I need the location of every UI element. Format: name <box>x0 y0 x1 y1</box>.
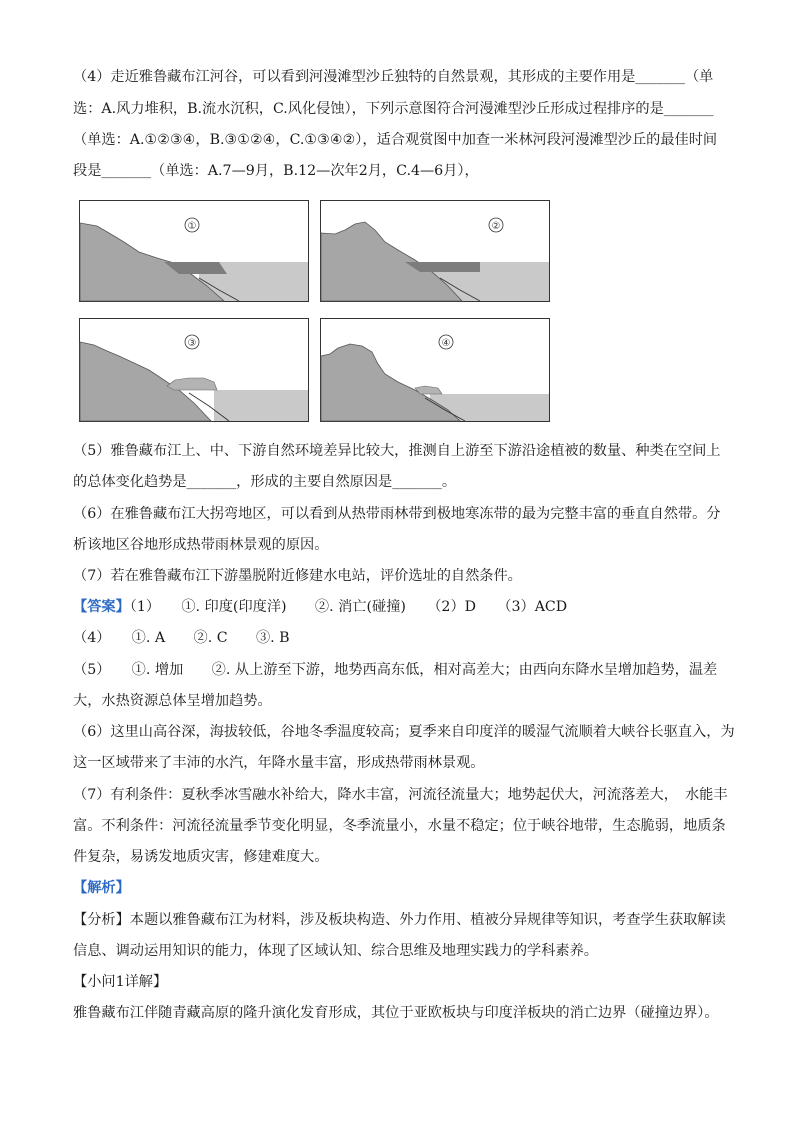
answer-label: 【答案】 <box>73 599 130 615</box>
answer-line-1 <box>73 597 567 617</box>
sub1-text: 雅鲁藏布江伴随青藏高原的隆升演化发育形成，其位于亚欧板块与印度洋板块的消亡边界（碰撞边界）。 <box>73 1005 719 1021</box>
answer-7-line-1: （7）有利条件：夏秋季冰雪融水补给大，降水丰富，河流径流量大；地势起伏大，河流落差大， 水能丰 <box>73 787 728 803</box>
q7-line-1: （7）若在雅鲁藏布江下游墨脱附近修建水电站，评价选址的自然条件。 <box>73 568 522 584</box>
fenxi-label: 【分析】 <box>73 912 130 928</box>
q6-line-2: 析该地区谷地形成热带雨林景观的原因。 <box>73 537 329 553</box>
fenxi-line-1 <box>73 910 726 930</box>
answer-4: （4） ①. A ②. C ③. B <box>73 630 290 646</box>
fenxi-text-1: 本题以雅鲁藏布江为材料，涉及板块构造、外力作用、植被分异规律等知识，考查学生获取解读 <box>129 912 726 928</box>
answer-7-line-2: 富。不利条件：河流径流量季节变化明显，冬季流量小，水量不稳定；位于峡谷地带，生态脆弱，地质条 <box>73 818 726 834</box>
fenxi-line-2: 信息、调动运用知识的能力，体现了区域认知、综合思维及地理实践力的学科素养。 <box>73 943 598 959</box>
q4-line-3: （单选：A.①②③④，B.③①②④，C.①③④②），适合观赏图中加查一米林河段河漫滩型沙丘的最佳时间 <box>73 132 718 148</box>
answer-5-line-2: 大，水热资源总体呈增加趋势。 <box>73 693 272 709</box>
figure-panel-1 <box>79 200 309 302</box>
analysis-heading <box>73 878 130 898</box>
answer-5-line-1: （5） ①. 增加 ②. 从上游至下游，地势西高东低，相对高差大；由西向东降水呈增加趋势，温差 <box>73 662 718 678</box>
q4-line-2: 选：A.风力堆积，B.流水沉积，C.风化侵蚀），下列示意图符合河漫滩型沙丘形成过程排序的是_______ <box>73 101 714 117</box>
q5-line-1: （5）雅鲁藏布江上、中、下游自然环境差异比较大，推测自上游至下游沿途植被的数量、种类在空间上 <box>73 443 721 459</box>
figure-panel-2 <box>320 200 550 302</box>
sub1-heading: 【小问1详解】 <box>73 974 168 990</box>
answer-6-line-2: 这一区域带来了丰沛的水汽，年降水量丰富，形成热带雨林景观。 <box>73 755 485 771</box>
q5-line-2: 的总体变化趋势是_______，形成的主要自然原因是_______。 <box>73 474 457 490</box>
figure-panel-3 <box>79 318 309 422</box>
q4-line-1: （4）走近雅鲁藏布江河谷，可以看到河漫滩型沙丘独特的自然景观，其形成的主要作用是_______（单 <box>73 69 714 85</box>
figure-panel-4 <box>320 318 550 422</box>
q4-line-4: 段是_______（单选：A.7—9月，B.12—次年2月，C.4—6月）， <box>73 163 479 179</box>
analysis-label: 【解析】 <box>73 880 130 896</box>
panel-4-label: ④ <box>441 338 451 349</box>
q6-line-1: （6）在雅鲁藏布江大拐弯地区，可以看到从热带雨林带到极地寒冻带的最为完整丰富的垂直自然带。分 <box>73 506 721 522</box>
panel-1-label: ① <box>187 221 197 232</box>
answer-1-3: （1） ①. 印度(印度洋) ②. 消亡(碰撞) （2）D （3）ACD <box>129 599 568 615</box>
panel-3-label: ③ <box>187 338 197 349</box>
panel-2-label: ② <box>491 221 501 232</box>
answer-6-line-1: （6）这里山高谷深，海拔较低，谷地冬季温度较高；夏季来自印度洋的暖湿气流顺着大峡谷长驱直入，为 <box>73 724 735 740</box>
answer-7-line-3: 件复杂，易诱发地质灾害，修建难度大。 <box>73 849 329 865</box>
